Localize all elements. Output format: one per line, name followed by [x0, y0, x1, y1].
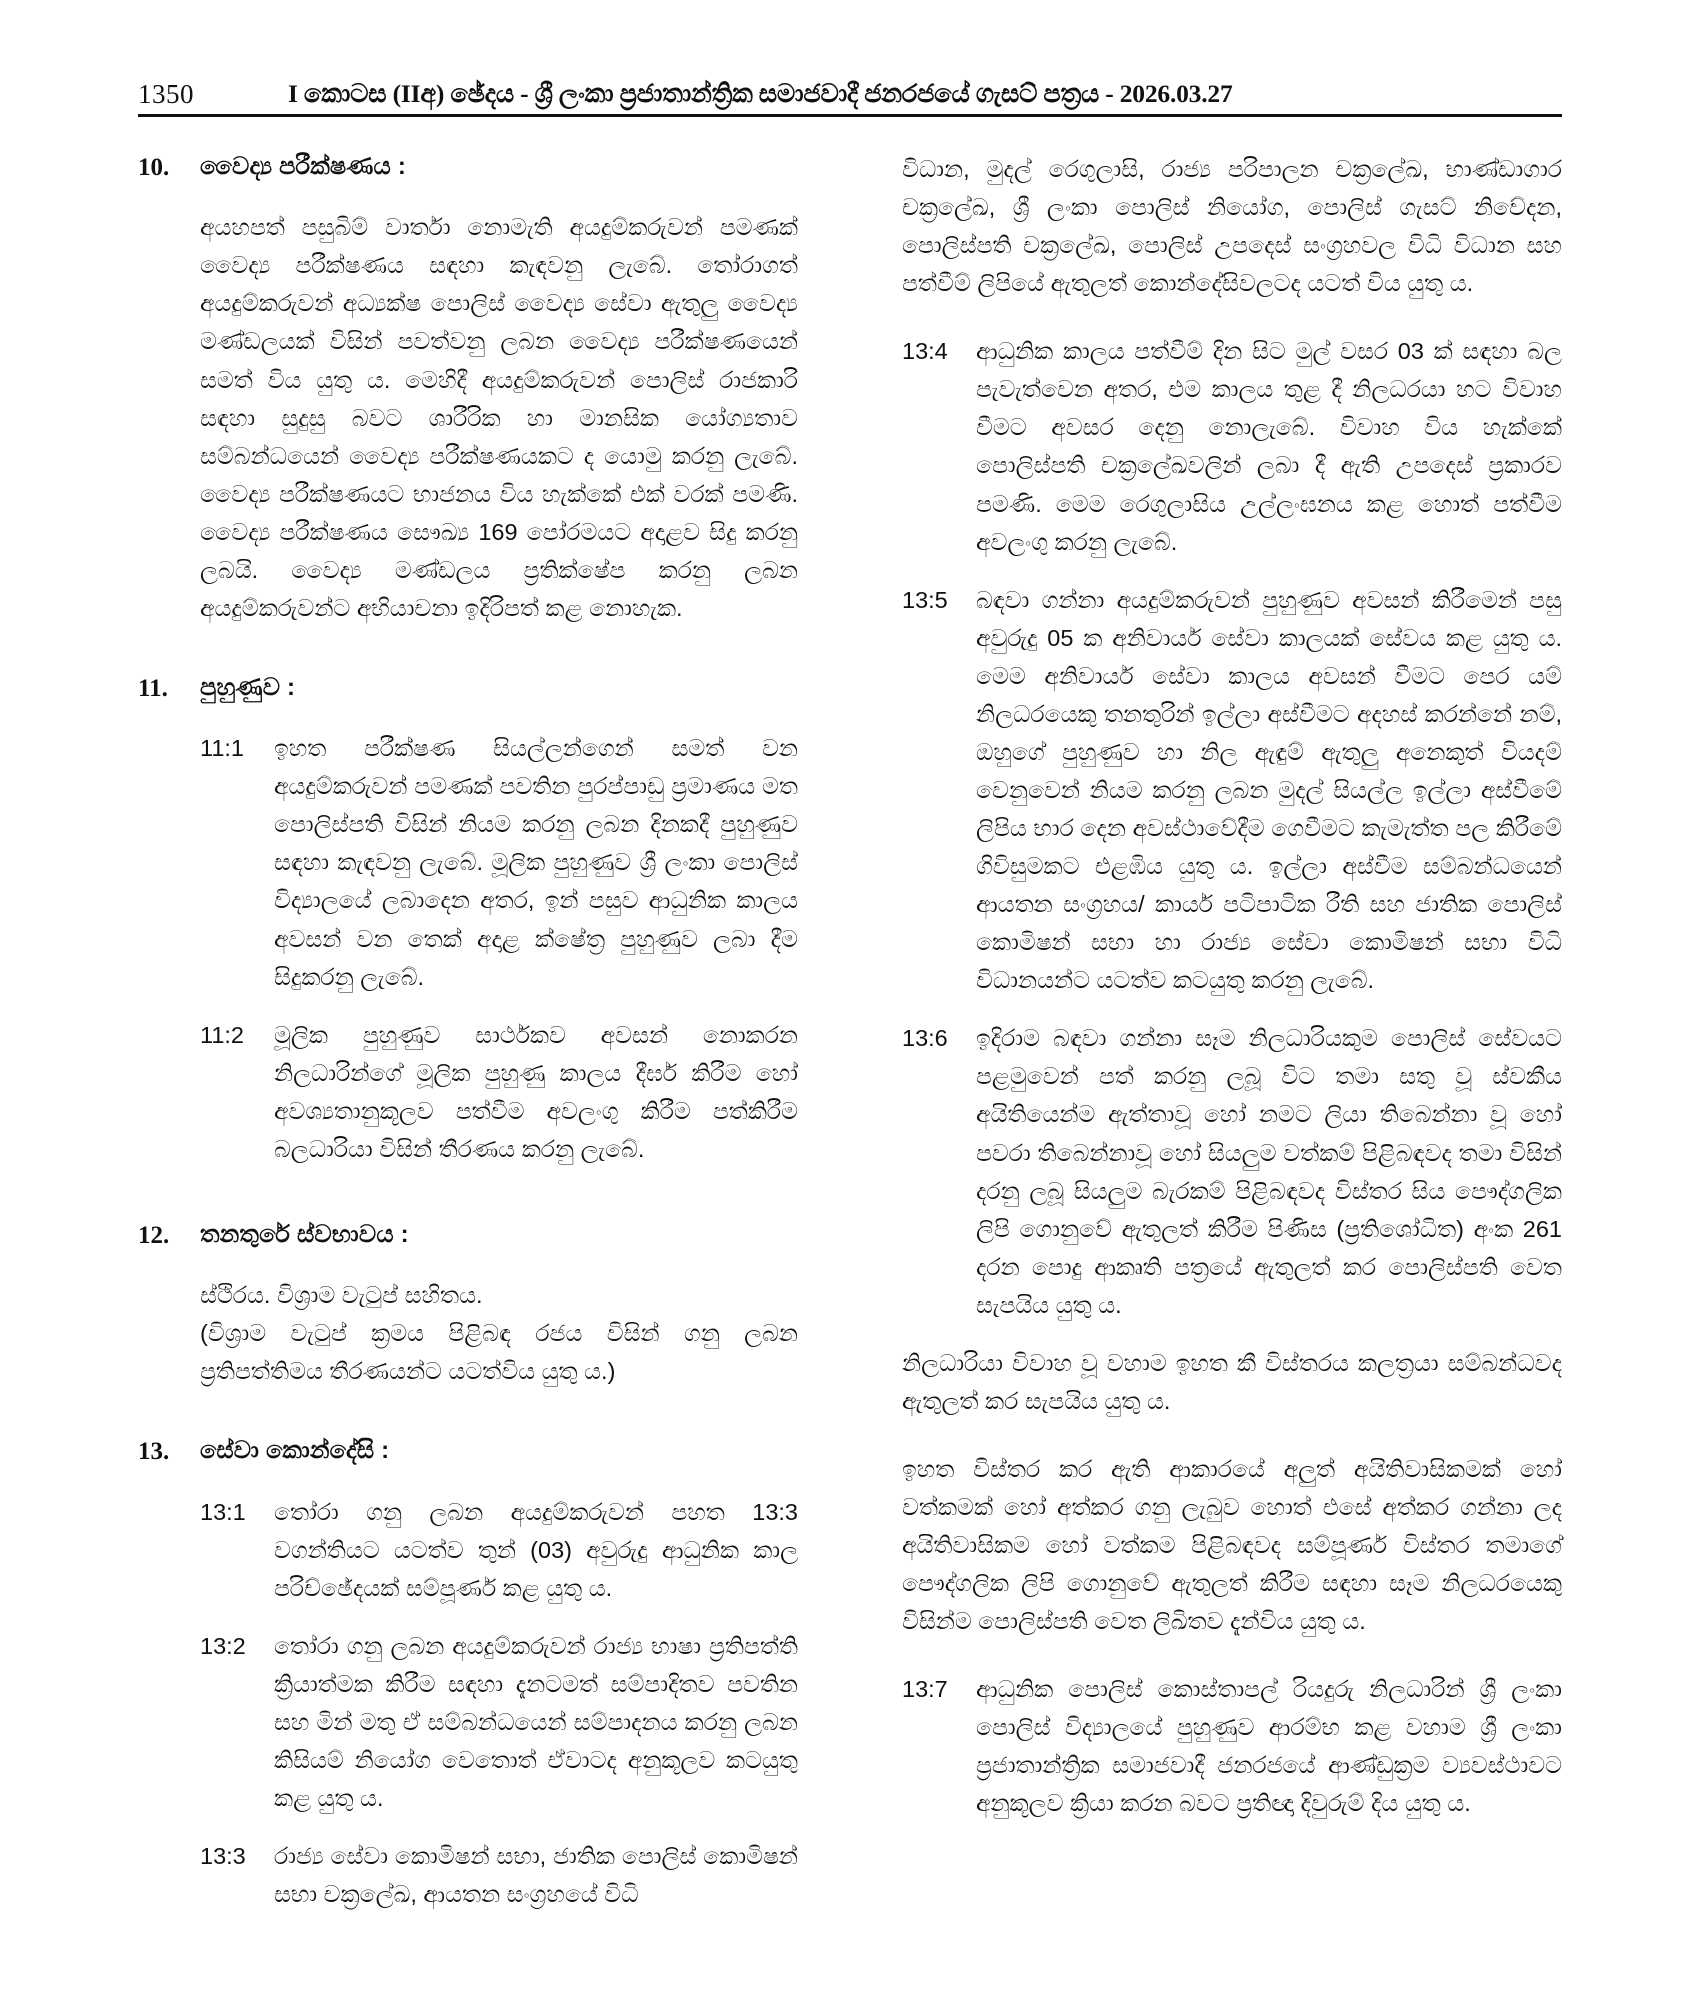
- item-label-11-2: 11:2: [200, 1021, 244, 1048]
- section-10-body: අයහපත් පසුබිම් වාර්තා නොමැති අයදුම්කරුවන් පමණක් වෛද්‍ය පරීක්ෂණය සඳහා කැඳවනු ලැබේ. තෝරාගත් අයදුම්කරුවන් අධ්‍යක්ෂ පොලිස් වෛද්‍ය සේවා ඇතුලු වෛද්‍ය මණ්ඩලයක් විසින් පවත්වනු ලබන වෛද්‍ය පරීක්ෂණයෙන් සමත් විය යුතු ය. මෙහිදී අයදුම්කරුවන් පොලිස් රාජකාරි සඳහා සුදුසු බවට ශාරීරික හා මානසික යෝග්‍යතාව සම්බන්ධයෙන් වෛද්‍ය පරීක්ෂණයකට ද යොමු කරනු ලැබේ. වෛද්‍ය පරීක්ෂණයට භාජනය විය හැක්කේ එක් වරක් පමණි. වෛද්‍ය පරීක්ෂණය සෞඛ්‍ය 169 පෝරමයට අදාළව සිදු කරනු ලබයි. වෛද්‍ය මණ්ඩලය ප්‍රතික්ෂේප කරනු ලබන අයදුම්කරුවන්ට අභියාචනා ඉදිරිපත් කළ නොහැක.: [200, 214, 798, 621]
- section-12-body-line-2: (විශ්‍රාම වැටුප් ක්‍රමය පිළිබඳ රජය විසින් ගනු ලබන ප්‍රතිපත්තිමය තීරණයන්ට යටත්විය යුතු ය.): [200, 1320, 798, 1385]
- item-text-13-5: බඳවා ගන්නා අයදුම්කරුවන් පුහුණුව අවසන් කිරීමෙන් පසු අවුරුදු 05 ක අනිවාර්ය සේවා කාලයක් සේවය කළ යුතු ය. මෙම අනිවාර්ය සේවා කාලය අවසන් වීමට පෙර යම් නිලධරයෙකු තනතුරින් ඉල්ලා අස්වීමට අදහස් කරන්නේ නම්, ඔහුගේ පුහුණුව හා නිල ඇඳුම් ඇතුලු අනෙකුත් වියදම් වෙනුවෙන් නියම කරනු ලබන මුදල් සියල්ල ඉල්ලා අස්වීමේ ලිපිය භාර දෙන අවස්ථාවේදීම ගෙවීමට කැමැත්ත පල කිරීමේ ගිවිසුමකට එළඹිය යුතු ය. ඉල්ලා අස්වීම සම්බන්ධයෙන් ආයතන සංග්‍රහය/ කාර්ය පටිපාටික රීති සහ ජාතික පොලිස් කොමිෂන් සභා හා රාජ්‍ය සේවා කොමිෂන් සභා විධි විධානයන්ට යටත්ව කටයුතු කරනු ලැබේ.: [976, 586, 1562, 994]
- section-title-10: වෛද්‍ය පරීක්ෂණය :: [200, 153, 407, 180]
- item-label-13-5: 13:5: [902, 586, 948, 613]
- header-divider-rule: [138, 114, 1562, 117]
- list-item: [200, 1627, 798, 1817]
- right-column: [902, 150, 1562, 1960]
- section-number-12: 12.: [138, 1221, 170, 1249]
- list-item: [200, 729, 798, 995]
- item-text-13-6: ඉදිරාම බඳවා ගන්නා සෑම නිලධාරියකුම පොලිස් සේවයට පළමුවෙන් පත් කරනු ලබූ විට තමා සතු වූ ස්වකීය අයිතියෙන්ම ඇත්තාවූ හෝ නමට ලියා තිබෙන්නා වූ හෝ පවරා තිබෙන්නාවූ හෝ සියලුම වත්කම් පිළිබඳවද තමා විසින් දරනු ලබූ සියලුම බැරකම් පිළිබඳවද විස්තර සිය පෞද්ගලික ලිපි ගොනුවේ ඇතුලත් කිරීම පිණිස (ප්‍රතිශෝධිත) අංක 261 දරන පොදු ආකෘති පත්‍රයේ ඇතුලත් කර පොලිස්පති වෙත සැපයිය යුතු ය.: [976, 1025, 1562, 1318]
- list-item: [902, 332, 1562, 560]
- section-heading-10: [138, 150, 798, 186]
- spacer: [138, 1390, 798, 1434]
- item-text-11-2: මූලික පුහුණුව සාර්ථකව අවසන් නොකරන නිලධාරින්ගේ මූලික පුහුණු කාලය දීර්ඝ කිරීම හෝ අවශ්‍යතානුකූලව පත්වීම අවලංගු කිරීම පත්කිරීම බලධාරියා විසින් තීරණය කරනු ලැබේ.: [274, 1021, 798, 1162]
- item-label-13-2: 13:2: [200, 1632, 246, 1659]
- section-heading-13: [138, 1434, 798, 1470]
- item-label-13-1: 13:1: [200, 1498, 246, 1525]
- list-item: [902, 1670, 1562, 1822]
- list-item: [200, 1837, 798, 1913]
- section-number-10: 10.: [138, 154, 170, 181]
- spacer: [138, 1477, 798, 1493]
- item-label-11-1: 11:1: [200, 735, 244, 762]
- section-12-body-line-1: ස්ථිරය. විශ්‍රාම වැටුප් සහිතය.: [200, 1282, 483, 1309]
- page-header: [138, 62, 1558, 108]
- item-text-13-4: ආධුනික කාලය පත්වීම් දින සිට මුල් වසර 03 ක් සඳහා බල පැවැත්වෙන අතර, එම කාලය තුළ දී නිලධරයා හට විවාහ වීමට අවසර දෙනු නොලැබේ. විවාහ විය හැක්කේ පොලිස්පති චක්‍රලේඛවලින් ලබා දී ඇති උපදෙස් ප්‍රකාරව පමණි. මෙම රෙගුලාසිය උල්ලංඝනය කළ හොත් පත්වීම අවලංගු කරනු ලැබේ.: [976, 338, 1562, 555]
- list-item: [902, 581, 1562, 1000]
- item-13-6-extra-paragraph-1: නිලධාරියා විවාහ වූ වහාම ඉහත කී විස්තරය කලත්‍රයා සම්බන්ධවද ඇතුලත් කර සැපයිය යුතු ය.: [902, 1349, 1562, 1414]
- spacer: [138, 1188, 798, 1218]
- spacer: [138, 713, 798, 729]
- item-label-13-4: 13:4: [902, 338, 948, 365]
- section-number-13: 13.: [138, 1438, 170, 1466]
- page-number: 1350: [138, 79, 194, 109]
- section-heading-11: [138, 671, 798, 707]
- section-heading-12: [138, 1218, 798, 1254]
- spacer: [902, 302, 1562, 332]
- item-text-11-1: ඉහත පරීක්ෂණ සියල්ලන්ගෙන් සමත් වන අයදුම්කරුවන් පමණක් පවතින පුරප්පාඩු ප්‍රමාණය මත පොලිස්පති විසින් නියම කරනු ලබන දිනකදී පුහුණුව සඳහා කැඳවනු ලැබේ. මූලික පුහුණුව ශ්‍රී ලංකා පොලිස් විද්‍යාලයේ ලබාදෙන අතර, ඉන් පසුව ආධුනික කාලය අවසන් වන තෙක් අදාළ ක්ෂේත්‍ර පුහුණුව ලබා දීම සිදුකරනු ලැබේ.: [274, 735, 798, 990]
- item-text-13-3-continuation: විධාන, මුදල් රෙගුලාසි, රාජ්‍ය පරිපාලන චක්‍රලේඛ, භාණ්ඩාගාර චක්‍රලේඛ, ශ්‍රී ලංකා පොලිස් නියෝග, පොලිස් ගැසට් නිවේදන, පොලිස්පති චක්‍රලේඛ, පොලිස් උපදෙස් සංග්‍රහවල විධි විධාන සහ පත්වීම් ලිපියේ ඇතුලත් කොන්දේසිවලටද යටත් විය යුතු ය.: [902, 156, 1562, 297]
- item-text-13-7: ආධුනික පොලිස් කොස්තාපල් රියදුරු නිලධාරින් ශ්‍රී ලංකා පොලිස් විද්‍යාලයේ පුහුණුව ආරම්භ කළ වහාම ශ්‍රී ලංකා ප්‍රජාතාන්ත්‍රික සමාජවාදී ජනරජයේ ආණ්ඩුක්‍රම ව්‍යවස්ථාවට අනුකූලව ක්‍රියා කරන බවට ප්‍රතිඥා දිවුරුම් දිය යුතු ය.: [976, 1676, 1562, 1817]
- spacer: [138, 627, 798, 671]
- spacer: [138, 192, 798, 208]
- spacer: [902, 1640, 1562, 1670]
- list-item: [200, 1016, 798, 1168]
- item-label-13-3: 13:3: [200, 1843, 246, 1870]
- item-text-13-3: රාජ්‍ය සේවා කොමිෂන් සභා, ජාතික පොලිස් කොමිෂන් සභා චක්‍රලේඛ, ආයතන සංග්‍රහයේ විධි: [274, 1843, 798, 1908]
- section-title-11: පුහුණුව :: [200, 673, 296, 701]
- item-text-13-1: තෝරා ගනු ලබන අයදුම්කරුවන් පහත 13:3 වගන්තියට යටත්ව තුන් (03) අවුරුදු ආධුනික කාල පරිච්ඡේදයක් සම්පූර්ණ කළ යුතු ය.: [274, 1498, 798, 1601]
- spacer: [902, 1420, 1562, 1450]
- list-item: [200, 1493, 798, 1607]
- item-text-13-2: තෝරා ගනු ලබන අයදුම්කරුවන් රාජ්‍ය භාෂා ප්‍රතිපත්ති ක්‍රියාත්මක කිරීම සඳහා දැනටමත් සම්පාදිතව පවතින සහ මින් මතු ඒ සම්බන්ධයෙන් සම්පාදනය කරනු ලබන කිසියම් නියෝග වෙතොත් ඒවාටද අනුකූලව කටයුතු කළ යුතු ය.: [274, 1632, 798, 1811]
- gazette-header-title: I කොටස (IIඅ) ඡේදය - ශ්‍රී ලංකා ප්‍රජාතාන්ත්‍රික සමාජවාදී ජනරජයේ ගැසට් පත්‍රය - 2026.03.27: [288, 78, 1233, 108]
- item-13-6-extra-paragraph-2: ඉහත විස්තර කර ඇති ආකාරයේ අලුත් අයිතිවාසිකමක් හෝ වත්කමක් හෝ අත්කර ගනු ලැබුව හොත් එසේ අත්කර ගන්නා ලද අයිතිවාසිකම හෝ වත්කම පිළිබඳවද සම්පූර්ණ විස්තර තමාගේ පෞද්ගලික ලිපි ගොනුවේ ඇතුලත් කිරීම සඳහා සෑම නිලධරයෙකු විසින්ම පොලිස්පති වෙත ලිඛිතව දැන්විය යුතු ය.: [902, 1455, 1562, 1635]
- item-label-13-6: 13:6: [902, 1025, 948, 1052]
- left-column: [138, 150, 798, 1960]
- section-title-12: තනතුරේ ස්වභාවය :: [200, 1220, 409, 1248]
- list-item: [902, 1019, 1562, 1324]
- section-title-13: සේවා කොන්දේසි :: [200, 1437, 390, 1465]
- item-label-13-7: 13:7: [902, 1676, 948, 1703]
- body-columns: [138, 150, 1562, 1960]
- section-number-11: 11.: [138, 674, 168, 702]
- spacer: [138, 1260, 798, 1276]
